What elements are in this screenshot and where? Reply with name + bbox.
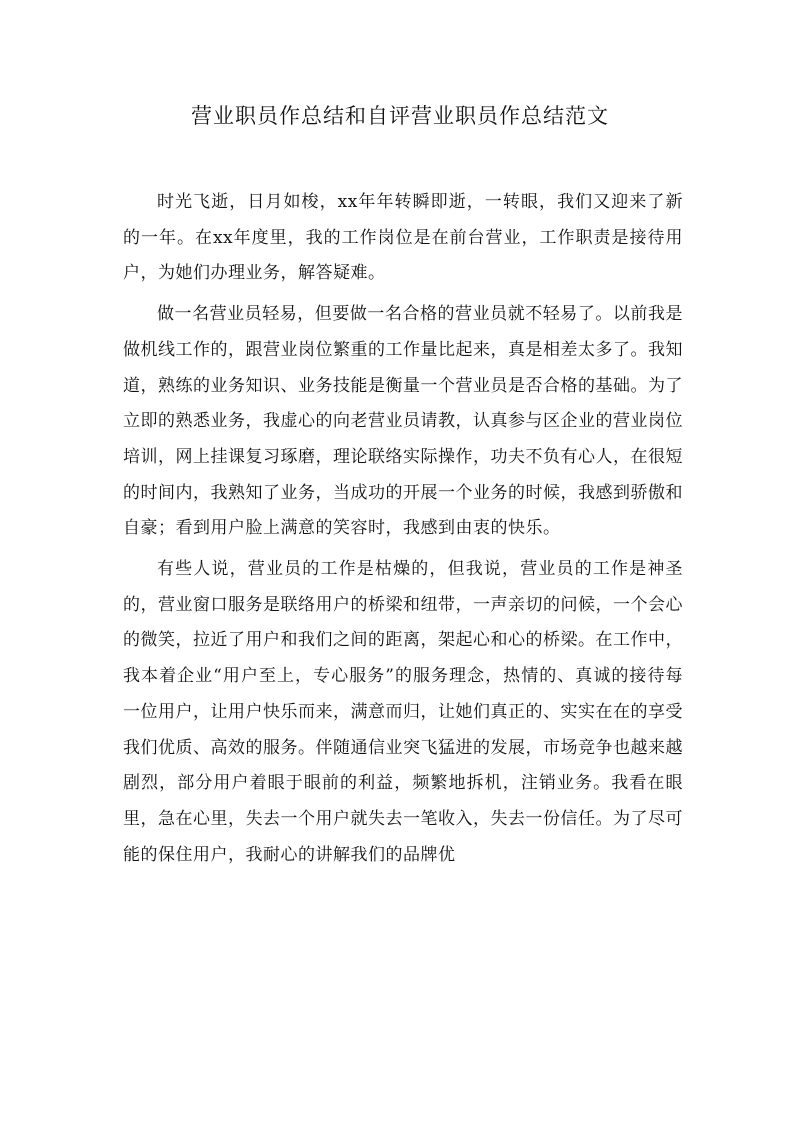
paragraph-2: 做一名营业员轻易，但要做一名合格的营业员就不轻易了。以前我是做机线工作的，跟营业岗位繁重的工作量比起来，真是相差太多了。我知道，熟练的业务知识、业务技能是衡量一个营业员是否合格的基础。为了立即的熟悉业务，我虚心的向老营业员请教，认真参与区企业的营业岗位培训，网上挂课复习琢磨，理论联络实际操作，功夫不负有心人，在很短的时间内，我熟知了业务，当成功的开展一个业务的时候，我感到骄傲和自豪；看到用户脸上满意的笑容时，我感到由衷的快乐。 — [123, 304, 683, 539]
document-body — [123, 185, 683, 873]
paragraph-3: 有些人说，营业员的工作是枯燥的，但我说，营业员的工作是神圣的，营业窗口服务是联络用户的桥梁和纽带，一声亲切的问候，一个会心的微笑，拉近了用户和我们之间的距离，架起心和心的桥梁。在工作中，我本着企业“用户至上，专心服务”的服务理念，热情的、真诚的接待每一位用户，让用户快乐而来，满意而归，让她们真正的、实实在在的享受我们优质、高效的服务。伴随通信业突飞猛进的发展，市场竞争也越来越剧烈，部分用户着眼于眼前的利益，频繁地拆机，注销业务。我看在眼里，急在心里，失去一个用户就失去一笔收入，失去一份信任。为了尽可能的保住用户，我耐心的讲解我们的品牌优 — [123, 559, 683, 865]
paragraph-1: 时光飞逝，日月如梭，xx年年转瞬即逝，一转眼，我们又迎来了新的一年。在xx年度里，我的工作岗位是在前台营业，工作职责是接待用户，为她们办理业务，解答疑难。 — [123, 192, 683, 284]
document-title: 营业职员作总结和自评营业职员作总结范文 — [191, 104, 609, 128]
